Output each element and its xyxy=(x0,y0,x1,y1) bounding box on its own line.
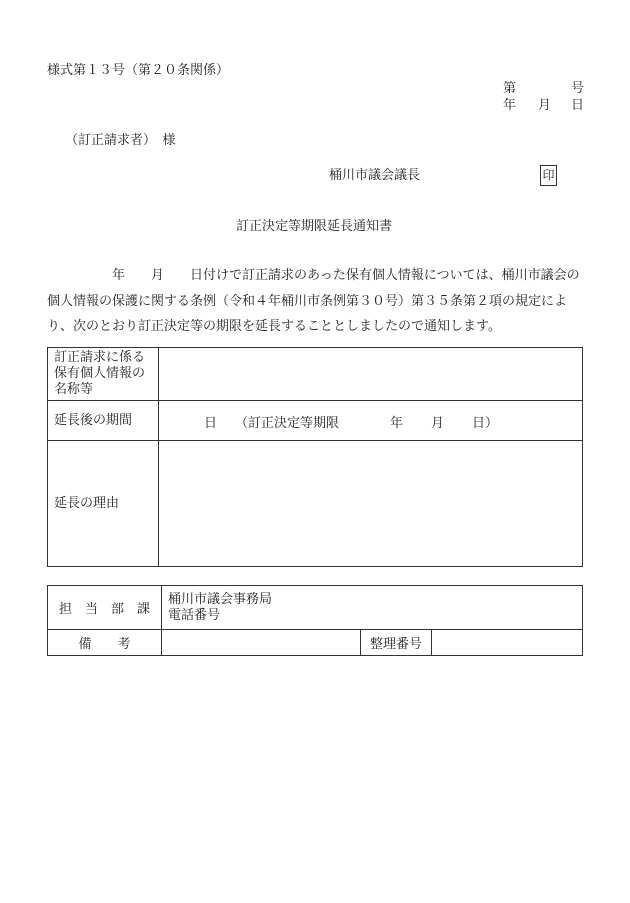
extended-period-value[interactable] xyxy=(159,401,583,441)
info-name-label-line1: 訂正請求に係る xyxy=(54,350,146,365)
department-name: 桶川市議会事務局 xyxy=(168,591,273,607)
notice-body: 年 月 日付けで訂正請求のあった保有個人情報については、桶川市議会の個人情報の保護に関する条例（令和４年桶川市条例第３０号）第３５条第２項の規定により、次のとおり訂正決定等の期限を延長することとしましたので通知します。 xyxy=(47,268,580,334)
period-day: 日 xyxy=(204,416,218,431)
info-name-label-cell xyxy=(48,348,159,401)
period-deadline-label: （訂正決定等期限 xyxy=(235,416,340,431)
extension-reason-value[interactable] xyxy=(159,441,583,567)
period-month: 月 xyxy=(431,416,445,431)
date-day-label: 日 xyxy=(571,98,585,113)
department-label: 担 当 部 課 xyxy=(48,586,162,630)
reference-number-value[interactable] xyxy=(432,630,583,656)
remarks-value[interactable] xyxy=(162,630,361,656)
reference-number-label: 整理番号 xyxy=(361,630,432,656)
remarks-label: 備 考 xyxy=(48,630,162,656)
date-month-label: 月 xyxy=(538,98,552,113)
department-value xyxy=(162,586,583,630)
addressee: （訂正請求者） 様 xyxy=(65,133,176,148)
issuer-name: 桶川市議会議長 xyxy=(329,168,421,183)
phone-label: 電話番号 xyxy=(168,607,221,623)
extended-period-label: 延長後の期間 xyxy=(48,401,159,441)
document-title: 訂正決定等期限延長通知書 xyxy=(236,219,393,234)
info-name-label-line3: 名称等 xyxy=(54,382,94,397)
info-name-label-line2: 保有個人情報の xyxy=(54,366,146,381)
extension-reason-label: 延長の理由 xyxy=(48,441,159,567)
contact-table xyxy=(47,585,583,656)
document-number-label: 第 xyxy=(503,81,517,96)
period-day-close: 日） xyxy=(472,416,499,431)
info-name-value[interactable] xyxy=(159,348,583,401)
period-year: 年 xyxy=(390,416,404,431)
form-number: 様式第１３号（第２０条関係） xyxy=(47,63,230,78)
date-year-label: 年 xyxy=(503,98,517,113)
document-number-suffix: 号 xyxy=(571,81,585,96)
extension-details-table xyxy=(47,347,583,567)
seal-stamp: 印 xyxy=(540,165,557,186)
